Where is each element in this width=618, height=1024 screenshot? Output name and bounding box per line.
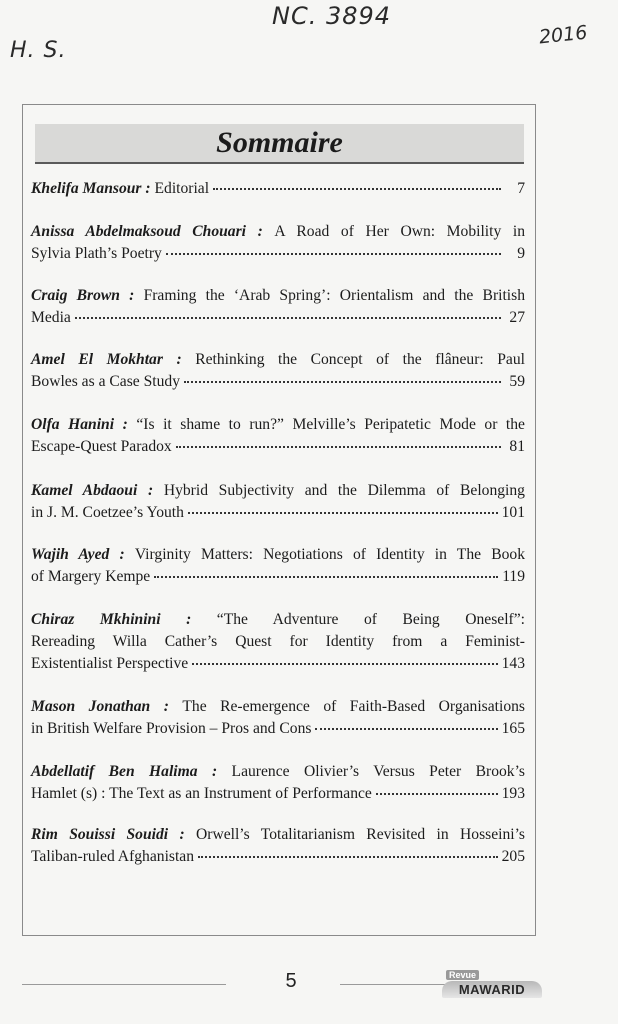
handwritten-year: 2016 [537,21,589,49]
toc-line [31,761,525,783]
toc-title-line: “The Adventure of Being Oneself”: [216,611,525,628]
toc-line [31,544,525,566]
table-of-contents [31,178,525,868]
title-banner [35,124,524,164]
toc-entry [31,285,525,329]
toc-line [31,243,525,265]
toc-author: Anissa Abdelmaksoud Chouari [31,223,246,240]
toc-page-number: 193 [501,785,525,802]
page-number: 5 [285,970,297,992]
toc-author: Olfa Hanini [31,416,115,433]
toc-title-line: of Margery Kempe [31,568,151,585]
toc-entry [31,761,525,805]
toc-line [31,307,525,329]
toc-entry [31,696,525,740]
toc-separator: : [141,180,155,197]
toc-line [31,653,525,675]
toc-entry [31,414,525,458]
toc-separator: : [168,826,196,843]
toc-title-line: Existentialist Perspective [31,655,189,672]
toc-title-line: Orwell’s Totalitarianism Revisited in Hosseini’s [196,826,525,843]
toc-title-line: in J. M. Coetzee’s Youth [31,504,184,521]
toc-title-line: Escape-Quest Paradox [31,438,172,455]
toc-page-number: 119 [502,568,525,585]
page-title: Sommaire [216,126,343,159]
toc-title-line: Hamlet (s) : The Text as an Instrument of Performance [31,785,372,802]
toc-line [31,783,525,805]
toc-entry [31,609,525,675]
toc-line [31,696,525,718]
toc-title-line: Bowles as a Case Study [31,373,180,390]
toc-author: Chiraz Mkhinini [31,611,161,628]
handwritten-initials: H. S. [10,38,67,63]
toc-page-number: 165 [501,720,525,737]
toc-separator: : [109,546,135,563]
toc-author: Kamel Abdaoui [31,482,138,499]
toc-line [31,371,525,393]
handwritten-catalog-number: NC. 3894 [272,2,392,30]
toc-line [31,178,525,200]
toc-leader-dots [376,793,498,795]
footer-rule-left [22,984,226,985]
toc-line [31,285,525,307]
toc-line [31,480,525,502]
toc-line-text [31,178,209,200]
toc-line [31,566,525,588]
toc-author: Khelifa Mansour [31,180,142,197]
toc-title-line: Sylvia Plath’s Poetry [31,245,162,262]
toc-separator: : [162,351,196,368]
toc-leader-dots [192,663,497,665]
toc-leader-dots [188,512,498,514]
toc-page-number: 101 [501,504,525,521]
toc-author: Amel El Mokhtar [31,351,163,368]
toc-title-line: “Is it shame to run?” Melville’s Peripatetic Mode or the [136,416,525,433]
toc-title-line: Rethinking the Concept of the flâneur: Paul [195,351,525,368]
toc-line [31,824,525,846]
toc-title-line: Hybrid Subjectivity and the Dilemma of Belonging [163,482,525,499]
toc-page-number: 59 [509,373,525,390]
toc-page-number: 205 [501,848,525,865]
toc-entry [31,824,525,868]
toc-title-line: Laurence Olivier’s Versus Peter Brook’s [231,763,526,780]
toc-line [31,718,525,740]
toc-title-line: A Road of Her Own: Mobility in [274,223,525,240]
toc-author: Rim Souissi Souidi [31,826,169,843]
toc-line [31,414,525,436]
toc-title-line: Taliban-ruled Afghanistan [31,848,195,865]
toc-title-line: Framing the ‘Arab Spring’: Orientalism and the British [143,287,525,304]
toc-line [31,221,525,243]
toc-entry [31,178,525,200]
toc-entry [31,349,525,393]
toc-leader-dots [154,576,498,578]
toc-separator: : [160,611,217,628]
toc-title: Editorial [154,180,210,197]
toc-separator: : [119,287,144,304]
toc-separator: : [246,223,275,240]
toc-leader-dots [198,856,498,858]
toc-leader-dots [315,728,497,730]
toc-author: Craig Brown [31,287,120,304]
toc-leader-dots [213,188,501,190]
toc-entry [31,544,525,588]
toc-page-number: 143 [501,655,525,672]
toc-leader-dots [176,446,501,448]
toc-entry [31,480,525,524]
toc-title-line: Media [31,309,71,326]
toc-leader-dots [184,381,501,383]
toc-separator: : [197,763,232,780]
toc-title-line: Rereading Willa Cather’s Quest for Identity from a Feminist- [31,633,525,650]
toc-author: Abdellatif Ben Halima [31,763,198,780]
toc-title-line: The Re-emergence of Faith-Based Organisations [182,698,525,715]
toc-page-number: 9 [517,245,525,262]
logo-small-text: Revue [446,970,479,980]
toc-leader-dots [75,317,501,319]
toc-page-number: 27 [509,309,525,326]
toc-leader-dots [166,253,501,255]
toc-line [31,631,525,653]
toc-separator: : [137,482,164,499]
toc-author: Wajih Ayed [31,546,110,563]
toc-line [31,846,525,868]
toc-entry [31,221,525,265]
toc-line [31,609,525,631]
toc-line [31,349,525,371]
journal-logo [442,972,542,998]
toc-separator: : [150,698,183,715]
toc-author: Mason Jonathan [31,698,151,715]
toc-line [31,502,525,524]
toc-page-number: 81 [509,438,525,455]
toc-page-number: 7 [517,180,525,197]
toc-line [31,436,525,458]
footer-rule-right [340,984,446,985]
toc-separator: : [114,416,137,433]
logo-name: MAWARID [442,981,542,998]
toc-title-line: in British Welfare Provision – Pros and Cons [31,720,312,737]
toc-title-line: Virginity Matters: Negotiations of Identity in The Book [134,546,525,563]
